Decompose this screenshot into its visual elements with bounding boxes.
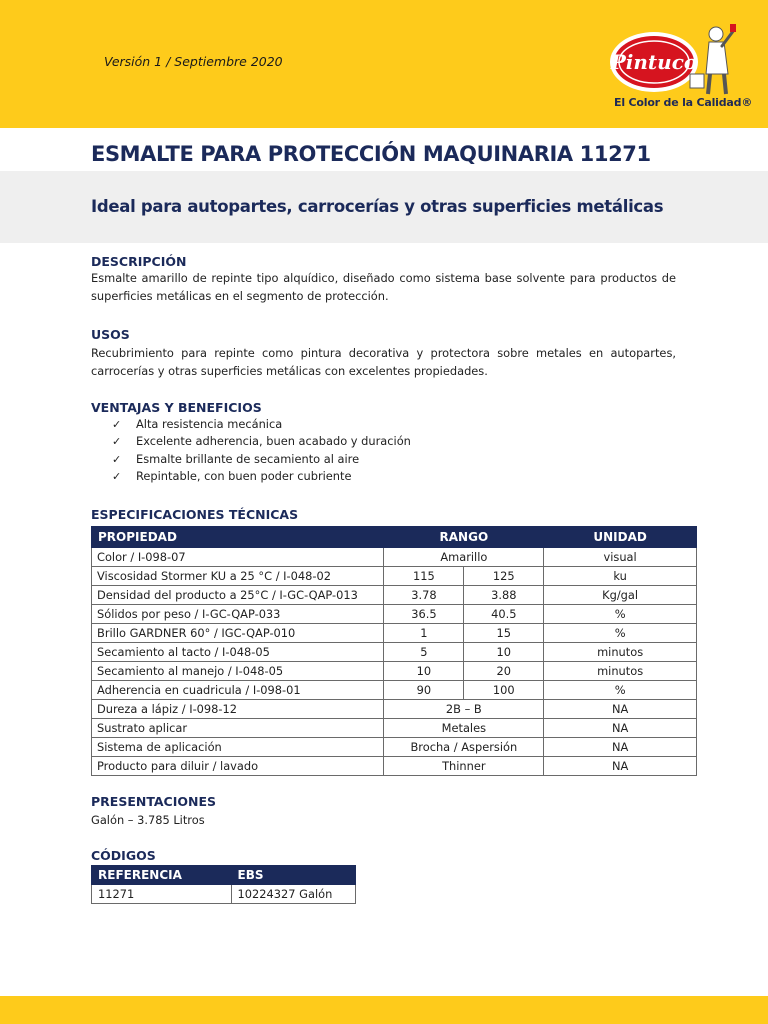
checkmark-icon: ✓	[112, 469, 122, 483]
table-cell: Densidad del producto a 25°C / I-GC-QAP-013	[92, 586, 384, 605]
descripcion-heading: DESCRIPCIÓN	[91, 254, 187, 269]
list-item-text: Repintable, con buen poder cubriente	[136, 468, 352, 483]
table-cell: visual	[544, 548, 697, 567]
table-cell: NA	[544, 757, 697, 776]
table-row	[92, 700, 697, 719]
table-row	[92, 885, 356, 904]
table-cell: 90	[384, 681, 464, 700]
checkmark-icon: ✓	[112, 418, 122, 431]
table-cell: 10	[384, 662, 464, 681]
descripcion-text: Esmalte amarillo de repinte tipo alquídico, diseñado como sistema base solvente para productos de superficies metálicas en el segmento de protección.	[91, 271, 676, 303]
specs-table	[91, 526, 697, 776]
column-header-unidad: UNIDAD	[544, 527, 697, 548]
table-row	[92, 738, 697, 757]
table-row	[92, 681, 697, 700]
table-cell: Sólidos por peso / I-GC-QAP-033	[92, 605, 384, 624]
checkmark-icon: ✓	[112, 435, 122, 449]
ventajas-list	[112, 416, 411, 485]
table-cell: Secamiento al tacto / I-048-05	[92, 643, 384, 662]
table-cell: 15	[464, 624, 544, 643]
table-cell: Sustrato aplicar	[92, 719, 384, 738]
pintuco-logo-graphic	[606, 22, 746, 102]
table-cell: 10224327 Galón	[231, 885, 355, 904]
table-cell: %	[544, 624, 697, 643]
usos-heading: USOS	[91, 327, 130, 342]
list-item	[112, 451, 411, 468]
table-cell: 1	[384, 624, 464, 643]
table-cell: 40.5	[464, 605, 544, 624]
document-title: ESMALTE PARA PROTECCIÓN MAQUINARIA 11271	[91, 142, 651, 166]
table-cell: 10	[464, 643, 544, 662]
table-row	[92, 586, 697, 605]
specs-table-body	[92, 548, 697, 776]
table-cell: Brillo GARDNER 60° / IGC-QAP-010	[92, 624, 384, 643]
table-cell: 115	[384, 567, 464, 586]
codes-table	[91, 865, 356, 904]
table-cell: Producto para diluir / lavado	[92, 757, 384, 776]
list-item	[112, 416, 411, 433]
table-row	[92, 624, 697, 643]
list-item-text: Alta resistencia mecánica	[136, 417, 283, 431]
table-row	[92, 643, 697, 662]
ventajas-heading: VENTAJAS Y BENEFICIOS	[91, 400, 262, 415]
table-row	[92, 757, 697, 776]
table-cell: NA	[544, 738, 697, 757]
table-cell: Dureza a lápiz / I-098-12	[92, 700, 384, 719]
table-cell: Viscosidad Stormer KU a 25 °C / I-048-02	[92, 567, 384, 586]
table-cell: Thinner	[384, 757, 544, 776]
checkmark-icon: ✓	[112, 452, 122, 466]
document-subtitle: Ideal para autopartes, carrocerías y otras superficies metálicas	[91, 197, 664, 216]
column-header-referencia: REFERENCIA	[92, 866, 232, 885]
table-cell: NA	[544, 719, 697, 738]
table-cell: Kg/gal	[544, 586, 697, 605]
table-header-row	[92, 866, 356, 885]
table-cell: 2B – B	[384, 700, 544, 719]
table-row	[92, 719, 697, 738]
especificaciones-heading: ESPECIFICACIONES TÉCNICAS	[91, 507, 299, 522]
table-row	[92, 662, 697, 681]
brand-tagline: El Color de la Calidad®	[614, 96, 753, 109]
table-cell: NA	[544, 700, 697, 719]
table-cell: 11271	[92, 885, 232, 904]
table-cell: 36.5	[384, 605, 464, 624]
table-cell: 20	[464, 662, 544, 681]
table-cell: Color / I-098-07	[92, 548, 384, 567]
table-cell: 100	[464, 681, 544, 700]
table-cell: 3.78	[384, 586, 464, 605]
table-cell: Adherencia en cuadricula / I-098-01	[92, 681, 384, 700]
list-item	[112, 468, 411, 485]
table-cell: minutos	[544, 662, 697, 681]
presentaciones-heading: PRESENTACIONES	[91, 794, 217, 809]
table-header-row	[92, 527, 697, 548]
column-header-ebs: EBS	[231, 866, 355, 885]
table-row	[92, 548, 697, 567]
logo-wordmark: Pintuco	[610, 50, 698, 74]
presentaciones-text: Galón – 3.785 Litros	[91, 813, 205, 827]
table-cell: minutos	[544, 643, 697, 662]
table-cell: Amarillo	[384, 548, 544, 567]
list-item-text: Esmalte brillante de secamiento al aire	[136, 451, 360, 466]
column-header-rango: RANGO	[384, 527, 544, 548]
codigos-heading: CÓDIGOS	[91, 848, 156, 863]
footer-band	[0, 996, 768, 1024]
table-cell: %	[544, 681, 697, 700]
table-cell: %	[544, 605, 697, 624]
table-cell: Brocha / Aspersión	[384, 738, 544, 757]
table-row	[92, 605, 697, 624]
list-item-text: Excelente adherencia, buen acabado y duración	[136, 434, 411, 449]
column-header-propiedad: PROPIEDAD	[92, 527, 384, 548]
table-cell: 125	[464, 567, 544, 586]
table-cell: 3.88	[464, 586, 544, 605]
table-cell: Sistema de aplicación	[92, 738, 384, 757]
version-label: Versión 1 / Septiembre 2020	[104, 54, 283, 69]
list-item	[112, 433, 411, 450]
table-cell: Metales	[384, 719, 544, 738]
table-cell: 5	[384, 643, 464, 662]
table-row	[92, 567, 697, 586]
usos-text: Recubrimiento para repinte como pintura decorativa y protectora sobre metales en autopartes, carrocerías y otras superficies metálicas con excelentes propiedades.	[91, 346, 676, 378]
table-cell: Secamiento al manejo / I-048-05	[92, 662, 384, 681]
table-cell: ku	[544, 567, 697, 586]
